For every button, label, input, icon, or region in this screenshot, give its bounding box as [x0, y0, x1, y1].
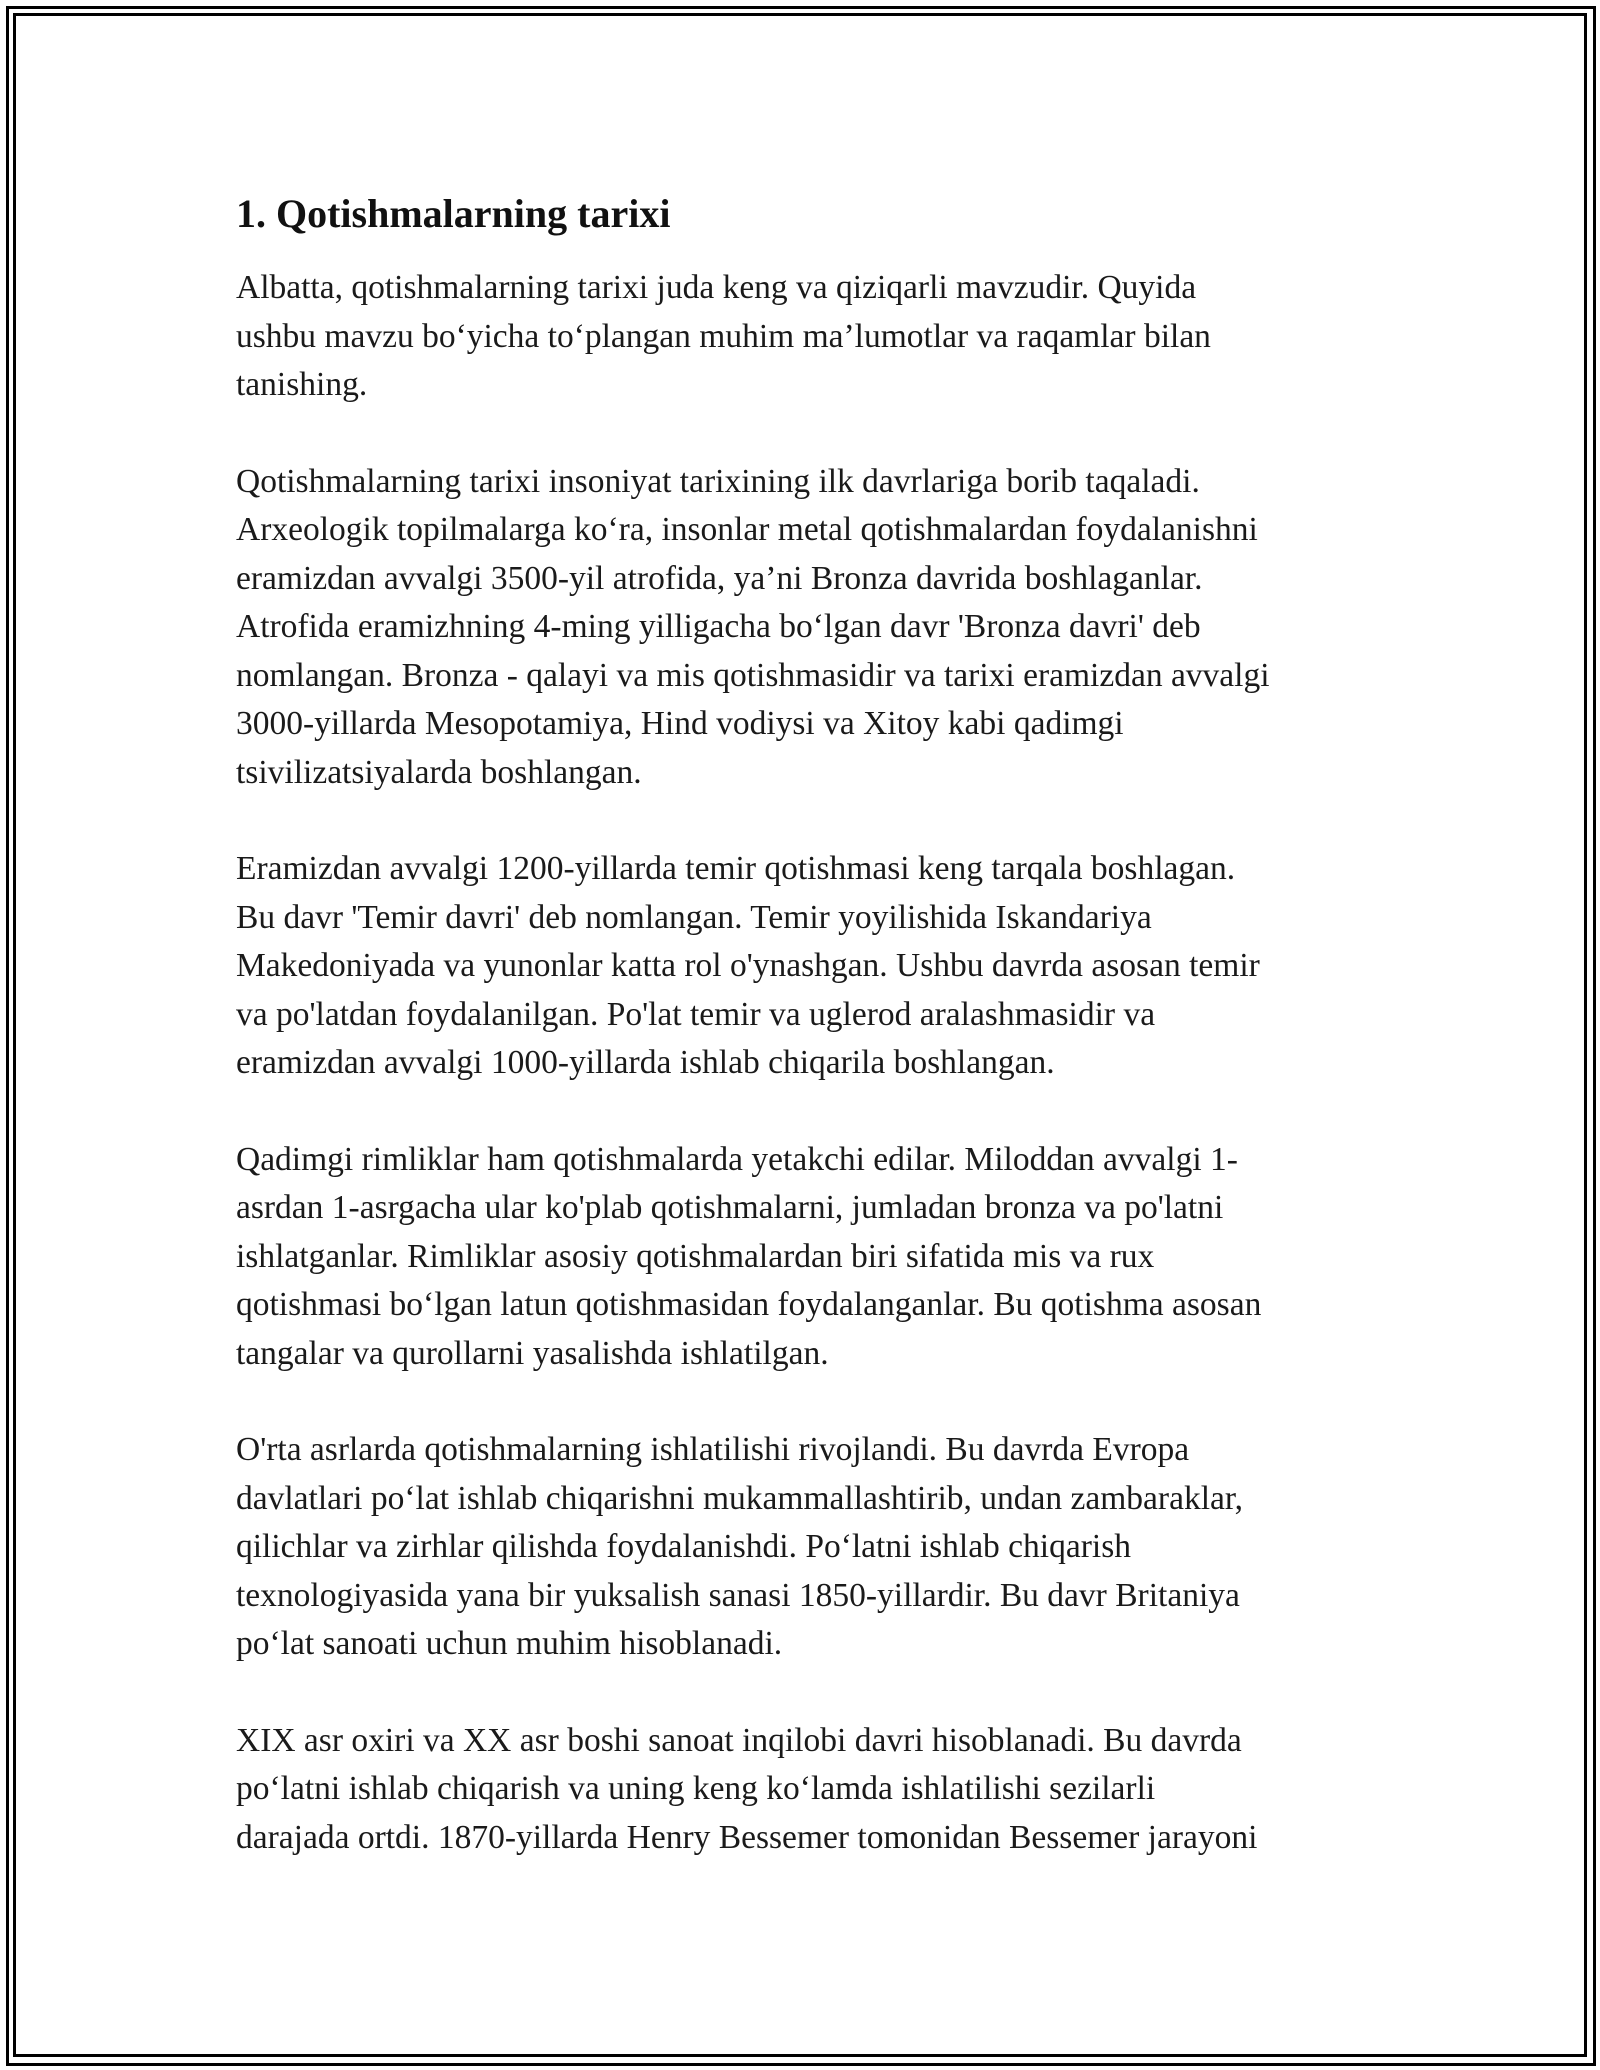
text-line: Atrofida eramizhning 4-ming yilligacha bo‘lgan davr 'Bronza davri' deb [236, 608, 1201, 645]
text-line: Eramizdan avvalgi 1200-yillarda temir qotishmasi keng tarqala boshlagan. [236, 850, 1236, 887]
text-line: davlatlari po‘lat ishlab chiqarishni mukammallashtirib, undan zambaraklar, [236, 1479, 1244, 1517]
paragraph-industrial-revolution [236, 1717, 1386, 1863]
text-line: O'rta asrlarda qotishmalarning ishlatilishi rivojlandi. Bu davrda Evropa [236, 1431, 1190, 1468]
text-line: darajada ortdi. 1870-yillarda Henry Bessemer tomonidan Bessemer jarayoni [236, 1818, 1258, 1856]
paragraph-bronze-age [236, 458, 1386, 798]
text-line: tanishing. [236, 366, 368, 403]
text-line: nomlangan. Bronza - qalayi va mis qotishmasidir va tarixi eramizdan avvalgi [236, 656, 1270, 694]
text-line: texnologiyasida yana bir yuksalish sanasi 1850-yillardir. Bu davr Britaniya [236, 1576, 1240, 1614]
text-line: XIX asr oxiri va XX asr boshi sanoat inqilobi davri hisoblanadi. Bu davrda [236, 1721, 1242, 1759]
text-line: Albatta, qotishmalarning tarixi juda keng va qiziqarli mavzudir. Quyida [236, 269, 1197, 306]
section-heading: 1. Qotishmalarning tarixi [236, 191, 671, 236]
text-line: eramizdan avvalgi 3500-yil atrofida, ya’ni Bronza davrida boshlaganlar. [236, 559, 1203, 597]
text-line: Bu davr 'Temir davri' deb nomlangan. Temir yoyilishida Iskandariya [236, 898, 1152, 936]
text-line: Arxeologik topilmalarga ko‘ra, insonlar metal qotishmalardan foydalanishni [236, 511, 1258, 548]
paragraph-romans [236, 1136, 1386, 1379]
text-line: po‘latni ishlab chiqarish va uning keng ko‘lamda ishlatilishi sezilarli [236, 1770, 1156, 1807]
document-body [236, 186, 1386, 1910]
text-line: tsivilizatsiyalarda boshlangan. [236, 753, 642, 791]
text-line: asrdan 1-asrgacha ular ko'plab qotishmalarni, jumladan bronza va po'latni [236, 1189, 1224, 1226]
text-line: Qadimgi rimliklar ham qotishmalarda yetakchi edilar. Miloddan avvalgi 1- [236, 1140, 1238, 1178]
text-line: po‘lat sanoati uchun muhim hisoblanadi. [236, 1625, 783, 1662]
text-line: qotishmasi bo‘lgan latun qotishmasidan foydalanganlar. Bu qotishma asosan [236, 1286, 1262, 1323]
paragraph-middle-ages [236, 1426, 1386, 1669]
paragraph-intro [236, 264, 1386, 410]
text-line: ushbu mavzu bo‘yicha to‘plangan muhim ma’lumotlar va raqamlar bilan [236, 317, 1211, 355]
text-line: eramizdan avvalgi 1000-yillarda ishlab chiqarila boshlangan. [236, 1044, 1055, 1081]
text-line: qilichlar va zirhlar qilishda foydalanishdi. Po‘latni ishlab chiqarish [236, 1528, 1131, 1565]
text-line: Makedoniyada va yunonlar katta rol o'ynashgan. Ushbu davrda asosan temir [236, 947, 1260, 984]
text-line: 3000-yillarda Mesopotamiya, Hind vodiysi va Xitoy kabi qadimgi [236, 705, 1124, 742]
text-line: ishlatganlar. Rimliklar asosiy qotishmalardan biri sifatida mis va rux [236, 1237, 1155, 1275]
text-line: Qotishmalarning tarixi insoniyat tarixining ilk davrlariga borib taqaladi. [236, 462, 1200, 500]
text-line: va po'latdan foydalanilgan. Po'lat temir va uglerod aralashmasidir va [236, 995, 1156, 1033]
paragraph-iron-age [236, 845, 1386, 1088]
text-line: tangalar va qurollarni yasalishda ishlatilgan. [236, 1334, 829, 1372]
